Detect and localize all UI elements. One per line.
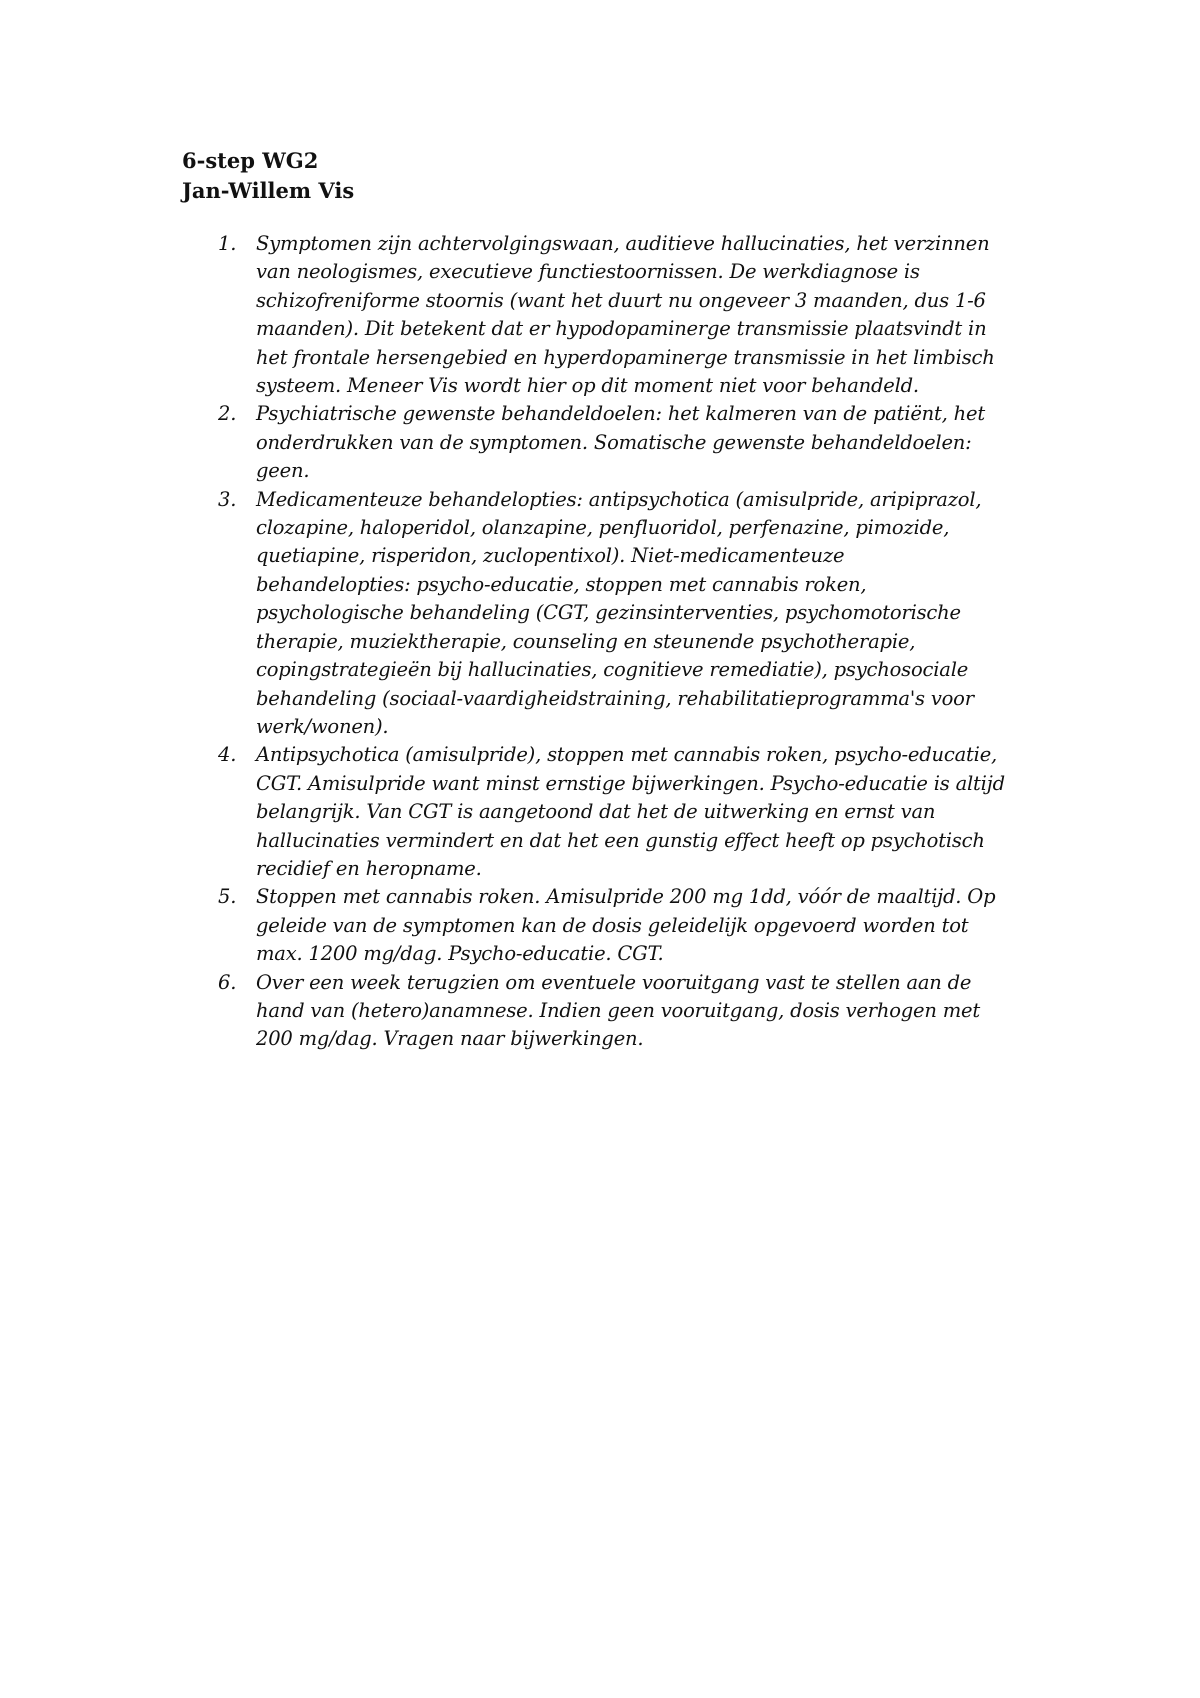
text-line: Stoppen met cannabis roken. Amisulpride 200 mg 1dd, vóór de maaltijd. Op: [256, 885, 996, 909]
text-line: hallucinaties vermindert en dat het een gunstig effect heeft op psychotisch: [256, 828, 985, 852]
text-line: schizofreniforme stoornis (want het duurt nu ongeveer 3 maanden, dus 1-6: [256, 288, 986, 312]
text-line: Psychiatrische gewenste behandeldoelen: het kalmeren van de patiënt, het: [256, 402, 985, 426]
text-line: recidief en heropname.: [256, 856, 482, 880]
list-item: [218, 741, 1018, 883]
numbered-list: [218, 230, 1018, 1054]
text-line: geleide van de symptomen kan de dosis geleidelijk opgevoerd worden tot: [256, 913, 969, 937]
list-item-number: 2.: [218, 402, 237, 426]
text-line: copingstrategieën bij hallucinaties, cognitieve remediatie), psychosociale: [256, 658, 969, 682]
text-line: Antipsychotica (amisulpride), stoppen met cannabis roken, psycho-educatie,: [256, 743, 998, 767]
text-line: 200 mg/dag. Vragen naar bijwerkingen.: [256, 1027, 644, 1051]
list-item-text: [256, 486, 1018, 742]
list-item: [218, 486, 1018, 742]
text-line: van neologismes, executieve functiestoornissen. De werkdiagnose is: [256, 260, 920, 284]
text-line: maanden). Dit betekent dat er hypodopaminerge transmissie plaatsvindt in: [256, 317, 987, 341]
list-item: [218, 883, 1018, 968]
text-line: quetiapine, risperidon, zuclopentixol). Niet-medicamenteuze: [256, 544, 845, 568]
text-line: systeem. Meneer Vis wordt hier op dit moment niet voor behandeld.: [256, 374, 919, 398]
text-line: clozapine, haloperidol, olanzapine, penfluoridol, perfenazine, pimozide,: [256, 516, 950, 540]
text-line: Over een week terugzien om eventuele vooruitgang vast te stellen aan de: [256, 970, 972, 994]
list-item: [218, 969, 1018, 1054]
list-item-number: 6.: [218, 970, 237, 994]
text-line: therapie, muziektherapie, counseling en steunende psychotherapie,: [256, 629, 916, 653]
text-line: geen.: [256, 459, 310, 483]
list-item: [218, 400, 1018, 485]
list-item-text: [256, 741, 1018, 883]
text-line: CGT. Amisulpride want minst ernstige bijwerkingen. Psycho-educatie is altijd: [256, 771, 1005, 795]
document-author: Jan-Willem Vis: [182, 178, 355, 203]
list-item: [218, 230, 1018, 400]
text-line: max. 1200 mg/dag. Psycho-educatie. CGT.: [256, 942, 664, 966]
text-line: Medicamenteuze behandelopties: antipsychotica (amisulpride, aripiprazol,: [256, 487, 982, 511]
list-item-text: [256, 883, 1018, 968]
list-item-text: [256, 400, 1018, 485]
text-line: behandelopties: psycho-educatie, stoppen met cannabis roken,: [256, 572, 867, 596]
text-line: werk/wonen).: [256, 714, 389, 738]
list-item-text: [256, 230, 1018, 400]
text-line: hand van (hetero)anamnese. Indien geen vooruitgang, dosis verhogen met: [256, 998, 981, 1022]
text-line: behandeling (sociaal-vaardigheidstraining, rehabilitatieprogramma's voor: [256, 686, 974, 710]
list-item-number: 1.: [218, 232, 237, 255]
text-line: onderdrukken van de symptomen. Somatische gewenste behandeldoelen:: [256, 430, 972, 454]
text-line: psychologische behandeling (CGT, gezinsinterventies, psychomotorische: [256, 601, 961, 625]
text-line: het frontale hersengebied en hyperdopaminerge transmissie in het limbisch: [256, 345, 995, 369]
list-item-number: 5.: [218, 885, 237, 909]
text-line: belangrijk. Van CGT is aangetoond dat het de uitwerking en ernst van: [256, 800, 936, 824]
list-item-text: [256, 969, 1018, 1054]
list-item-number: 4.: [218, 743, 237, 767]
document-heading: [182, 146, 354, 206]
text-line: Symptomen zijn achtervolgingswaan, auditieve hallucinaties, het verzinnen: [256, 232, 990, 255]
document-title: 6-step WG2: [182, 148, 319, 173]
list-item-number: 3.: [218, 487, 237, 511]
